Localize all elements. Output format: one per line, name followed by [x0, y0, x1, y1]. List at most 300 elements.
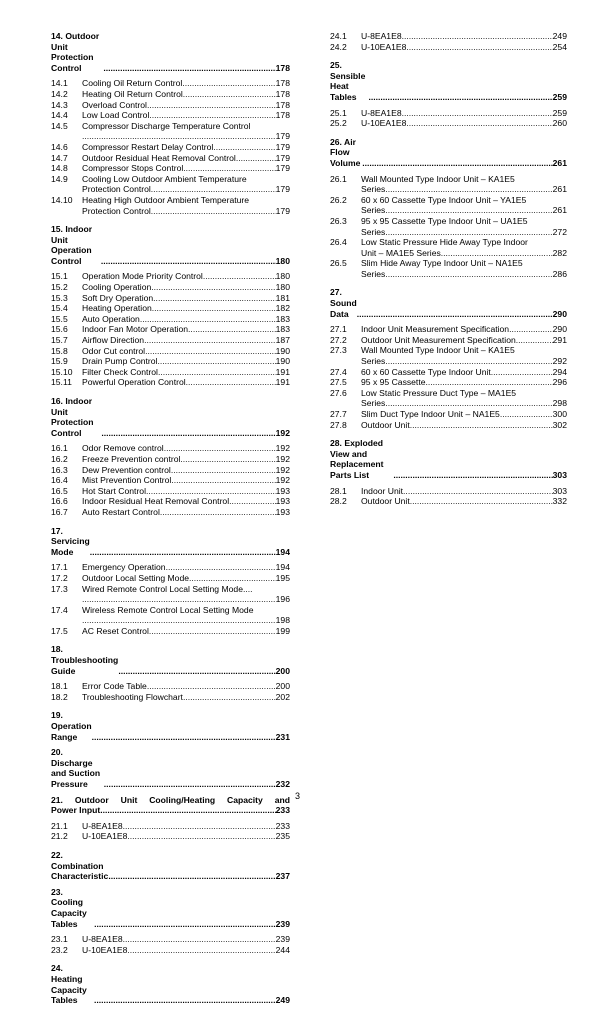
entry-text: Operation Mode Priority Control [82, 271, 203, 282]
entry-line [82, 626, 290, 637]
entry-line [82, 314, 290, 325]
entry-body [361, 258, 567, 279]
entry-text: Emergency Operation [82, 562, 166, 573]
entry-text: Cooling Oil Return Control [82, 78, 183, 89]
section-title: 17. Servicing Mode [51, 525, 90, 557]
dot-leader [146, 486, 276, 497]
dot-leader [183, 89, 276, 100]
entry-text: U-10EA1E8 [82, 831, 128, 842]
entry-body [82, 346, 290, 357]
entry-text: Freeze Prevention control [82, 453, 181, 464]
entry-text: Error Code Table [82, 681, 147, 692]
toc-entry [51, 100, 290, 111]
section-heading [330, 60, 567, 102]
entry-text: Odor Cut control [82, 345, 146, 356]
entry-text: Dew Prevention control [82, 464, 171, 475]
section-page: 178 [275, 62, 290, 73]
entry-text: Indoor Fan Motor Operation [82, 324, 189, 335]
entry-page: 192 [275, 464, 290, 475]
entry-line [82, 153, 290, 164]
dot-leader [171, 475, 275, 486]
entry-line [82, 184, 290, 195]
entry-text: Odor Remove control [82, 443, 164, 454]
entry-page: 233 [275, 820, 290, 831]
entry-number: 17.1 [51, 562, 68, 573]
section-title-row [51, 805, 290, 816]
entry-number: 15.10 [51, 366, 73, 377]
entry-body [82, 486, 290, 497]
entry-text: Indoor Unit [361, 485, 404, 496]
section-page: 237 [275, 871, 290, 882]
entry-line [82, 496, 290, 507]
entry-text: Cooling Operation [82, 282, 152, 293]
toc-entry [51, 174, 290, 195]
entry-text: Troubleshooting Flowchart [82, 691, 183, 702]
entry-page: 179 [275, 205, 290, 216]
toc-column-left [51, 31, 290, 1011]
toc-section [51, 795, 290, 842]
toc-entry [51, 465, 290, 476]
dot-leader [123, 934, 276, 945]
dot-leader [236, 153, 276, 164]
dot-leader [158, 367, 276, 378]
entry-body [82, 78, 290, 89]
entry-body [82, 681, 290, 692]
entry-page: 239 [275, 934, 290, 945]
dot-leader [82, 615, 276, 626]
entry-page: 192 [275, 453, 290, 464]
entry-page: 282 [552, 247, 567, 258]
entry-number: 23.1 [51, 934, 68, 945]
entry-body [361, 377, 567, 388]
entry-number: 27.4 [330, 366, 347, 377]
entry-body [82, 562, 290, 573]
dot-leader [385, 398, 552, 409]
entry-number: 26.5 [330, 258, 347, 269]
entry-text: U-10EA1E8 [361, 118, 407, 129]
entry-page: 303 [552, 485, 567, 496]
dot-leader [180, 454, 275, 465]
entry-body [82, 831, 290, 842]
entry-line [361, 118, 567, 129]
entry-body [82, 584, 290, 605]
entry-page: 260 [552, 118, 567, 129]
entry-page: 195 [275, 572, 290, 583]
section-title: 14. Outdoor Unit Protection Control [51, 31, 100, 73]
dot-leader [100, 805, 275, 816]
entry-number: 17.4 [51, 604, 68, 615]
entry-page: 199 [275, 625, 290, 636]
dot-leader [164, 443, 276, 454]
entry-number: 15.1 [51, 271, 68, 282]
dot-leader [500, 409, 553, 420]
entry-page: 300 [552, 409, 567, 419]
entry-page: 196 [275, 594, 290, 605]
entry-number: 15.5 [51, 313, 68, 324]
entry-number: 27.8 [330, 419, 347, 430]
toc-section [330, 438, 567, 507]
entry-body [361, 108, 567, 119]
entry-number: 27.7 [330, 409, 347, 419]
entry-number: 15.11 [51, 377, 72, 388]
entry-line [82, 142, 290, 153]
entry-text: Wall Mounted Type Indoor Unit – KA1E5 [361, 345, 515, 356]
entry-line [361, 42, 567, 53]
entry-number: 16.3 [51, 464, 68, 475]
entry-text: Overload Control [82, 99, 147, 110]
toc-entry [330, 409, 567, 420]
dot-leader [385, 356, 552, 367]
entry-page: 291 [552, 334, 567, 345]
entry-text: Filter Check Control [82, 366, 158, 377]
section-title: 24. Heating Capacity Tables [51, 963, 87, 1006]
entry-body [82, 454, 290, 465]
toc-section [51, 887, 290, 956]
entry-text: Indoor Unit Measurement Specification [361, 324, 510, 335]
entry-line [82, 293, 290, 304]
entry-number: 27.5 [330, 377, 347, 388]
toc-entry [51, 626, 290, 637]
toc-section [330, 60, 567, 129]
entry-text: U-10EA1E8 [82, 944, 128, 955]
dot-leader [362, 158, 552, 169]
toc-entry [51, 324, 290, 335]
dot-leader [203, 271, 276, 282]
dot-leader [92, 732, 276, 743]
toc-entry [330, 377, 567, 388]
entry-number: 16.2 [51, 453, 68, 464]
entry-number: 16.1 [51, 443, 68, 454]
entry-page: 194 [275, 562, 290, 573]
dot-leader [186, 377, 276, 388]
entry-number: 27.3 [330, 345, 347, 356]
section-heading [51, 396, 290, 438]
toc-entry [330, 367, 567, 378]
entry-text: Series [361, 398, 386, 409]
entry-page: 187 [275, 335, 290, 346]
entry-line [82, 945, 290, 956]
toc-entry [330, 237, 567, 258]
toc-section [51, 31, 290, 216]
toc-entry [51, 377, 290, 388]
section-title-line: 21. Outdoor Unit Cooling/Heating Capacity and [51, 794, 290, 805]
dot-leader [151, 282, 275, 293]
toc-section [51, 644, 290, 702]
dot-leader [516, 335, 553, 346]
entry-body [361, 324, 567, 335]
toc-entry [51, 475, 290, 486]
entry-number: 15.9 [51, 356, 68, 367]
entry-page: 179 [275, 152, 290, 163]
dot-leader [385, 205, 552, 216]
dot-leader [127, 831, 275, 842]
entry-page: 193 [275, 496, 290, 507]
entry-text: Low Load Control [82, 110, 150, 121]
entry-line [82, 486, 290, 497]
section-page: 261 [552, 157, 567, 168]
dot-leader [189, 573, 276, 584]
entry-number: 17.3 [51, 583, 68, 594]
entry-number: 15.6 [51, 324, 68, 335]
dot-leader [171, 465, 276, 476]
entry-body [361, 388, 567, 409]
entry-number: 15.4 [51, 303, 68, 314]
section-heading [51, 850, 290, 882]
toc-entry [330, 388, 567, 409]
entry-number: 25.1 [330, 107, 347, 118]
entry-page: 302 [552, 419, 567, 430]
toc-entry [51, 507, 290, 518]
entry-page: 296 [552, 377, 567, 388]
entry-line [82, 443, 290, 454]
entry-page: 332 [552, 496, 567, 507]
entry-text: Auto Restart Control [82, 506, 160, 517]
dot-leader [118, 666, 275, 677]
entry-body [82, 475, 290, 486]
entry-text: Protection Control [82, 184, 151, 195]
dot-leader [152, 303, 276, 314]
entry-body [361, 335, 567, 346]
entry-text: Heating Oil Return Control [82, 88, 183, 99]
entry-line [82, 465, 290, 476]
entry-text: Soft Dry Operation [82, 292, 154, 303]
entry-line [82, 324, 290, 335]
dot-leader [403, 486, 553, 497]
dot-leader [385, 227, 552, 238]
entry-line [82, 335, 290, 346]
entry-text: Drain Pump Control [82, 356, 158, 367]
entry-number: 26.1 [330, 173, 347, 184]
entry-line [82, 78, 290, 89]
dot-leader [103, 63, 275, 74]
toc-entry [330, 486, 567, 497]
entry-line [361, 31, 567, 42]
section-title: 15. Indoor Unit Operation Control [51, 224, 93, 266]
entry-text: Outdoor Local Setting Mode [82, 572, 190, 583]
toc-entry [51, 314, 290, 325]
entry-line [82, 89, 290, 100]
toc-section [330, 31, 567, 52]
section-heading [51, 224, 290, 266]
entry-body [361, 174, 567, 195]
section-title: 20. Discharge and Suction Pressure [51, 747, 101, 789]
entry-number: 14.9 [51, 173, 68, 184]
entry-page: 181 [275, 292, 290, 303]
section-heading [330, 438, 567, 480]
dot-leader [82, 594, 276, 605]
entry-page: 191 [275, 377, 290, 388]
entry-text: Powerful Operation Control [82, 377, 186, 388]
dot-leader [410, 496, 553, 507]
entry-body [82, 507, 290, 518]
entry-body [82, 271, 290, 282]
dot-leader [140, 314, 276, 325]
entry-line [82, 100, 290, 111]
entry-page: 235 [275, 831, 290, 842]
entry-text: U-8EA1E8 [82, 934, 123, 945]
toc-entry [330, 108, 567, 119]
toc-section [330, 137, 567, 280]
entry-number: 26.2 [330, 194, 347, 205]
toc-entry [51, 367, 290, 378]
entry-text: Series [361, 184, 386, 195]
entry-page: 261 [552, 205, 567, 216]
entry-text: Indoor Residual Heat Removal Control [82, 496, 230, 507]
toc-entry [51, 573, 290, 584]
section-page: 303 [552, 469, 567, 480]
entry-number: 14.2 [51, 88, 68, 99]
entry-text: Series [361, 226, 386, 237]
entry-body [82, 303, 290, 314]
entry-page: 200 [275, 681, 290, 692]
entry-body [361, 216, 567, 237]
entry-page: 272 [552, 226, 567, 237]
entry-line [361, 409, 567, 420]
entry-body [82, 163, 290, 174]
entry-number: 16.7 [51, 506, 68, 517]
dot-leader [90, 547, 276, 558]
section-title: 27. Sound Data [330, 287, 357, 319]
toc-entry [330, 42, 567, 53]
entry-body [361, 237, 567, 258]
entry-body [82, 573, 290, 584]
dot-leader [229, 496, 276, 507]
entry-line [82, 831, 290, 842]
entry-text: AC Reset Control [82, 625, 149, 636]
entry-text: U-8EA1E8 [82, 820, 123, 831]
section-page: 290 [552, 308, 567, 319]
section-heading [51, 526, 290, 558]
section-heading [330, 137, 567, 169]
entry-text: Cooling Low Outdoor Ambient Temperature [82, 173, 247, 184]
dot-leader [101, 428, 275, 439]
entry-page: 298 [552, 398, 567, 409]
toc-section [51, 963, 290, 1005]
entry-line [361, 335, 567, 346]
entry-text: Auto Operation [82, 313, 140, 324]
dot-leader [94, 995, 276, 1006]
entry-body [82, 367, 290, 378]
entry-page: 178 [275, 88, 290, 99]
toc-entry [51, 584, 290, 605]
toc-entry [330, 335, 567, 346]
entry-text: U-8EA1E8 [361, 107, 402, 118]
entry-page: 198 [275, 615, 290, 626]
toc-entry [51, 271, 290, 282]
section-page: 259 [552, 91, 567, 102]
entry-page: 180 [275, 282, 290, 293]
dot-leader [147, 681, 276, 692]
entry-text: Series [361, 268, 386, 279]
dot-leader [402, 31, 553, 42]
entry-number: 25.2 [330, 118, 347, 129]
toc-section [51, 396, 290, 518]
dot-leader [426, 377, 553, 388]
entry-text: Compressor Stops Control [82, 163, 184, 174]
entry-number: 14.3 [51, 99, 68, 110]
entry-number: 27.1 [330, 324, 347, 335]
dot-leader [82, 131, 276, 142]
toc-entry [330, 420, 567, 431]
entry-line [361, 496, 567, 507]
toc-entry [51, 831, 290, 842]
toc-entry [51, 562, 290, 573]
entry-number: 27.6 [330, 387, 347, 398]
toc-entry [51, 303, 290, 314]
entry-page: 179 [275, 141, 290, 152]
entry-body [82, 443, 290, 454]
entry-line [82, 573, 290, 584]
entry-page: 202 [275, 691, 290, 702]
entry-number: 24.2 [330, 41, 347, 52]
entry-text: Low Static Pressure Hide Away Type Indoor [361, 237, 528, 248]
toc-entry [51, 121, 290, 142]
section-heading [330, 287, 567, 319]
entry-line [82, 934, 290, 945]
dot-leader [509, 324, 553, 335]
entry-body [82, 89, 290, 100]
entry-body [82, 324, 290, 335]
entry-line [82, 271, 290, 282]
entry-text: Wall Mounted Type Indoor Unit – KA1E5 [361, 173, 515, 184]
entry-text: Compressor Discharge Temperature Control [82, 120, 251, 131]
entry-number: 15.7 [51, 335, 68, 346]
entry-text: U-8EA1E8 [361, 31, 402, 41]
section-heading [51, 887, 290, 929]
entry-page: 179 [275, 131, 290, 142]
entry-text: Series [361, 356, 386, 367]
toc-entry [330, 258, 567, 279]
entry-line [361, 108, 567, 119]
entry-number: 15.8 [51, 345, 68, 356]
section-heading [51, 31, 290, 73]
entry-line [82, 692, 290, 703]
toc-section [51, 224, 290, 388]
toc-entry [51, 934, 290, 945]
entry-page: 178 [275, 78, 290, 89]
entry-body [82, 110, 290, 121]
entry-page: 244 [275, 944, 290, 955]
toc-entry [51, 153, 290, 164]
entry-body [361, 486, 567, 497]
entry-number: 18.1 [51, 681, 68, 692]
dot-leader [108, 871, 275, 882]
entry-page: 178 [275, 110, 290, 121]
toc-entry [51, 454, 290, 465]
entry-line [82, 346, 290, 357]
toc-entry [330, 174, 567, 195]
dot-leader [491, 367, 553, 378]
entry-body [82, 335, 290, 346]
entry-line [361, 205, 567, 216]
dot-leader [157, 356, 275, 367]
toc-entry [51, 293, 290, 304]
dot-leader [402, 108, 553, 119]
entry-text: Outdoor Unit Measurement Specification [361, 334, 516, 345]
entry-page: 178 [275, 99, 290, 110]
dot-leader [183, 163, 275, 174]
entry-number: 27.2 [330, 334, 347, 345]
entry-text: Heating High Outdoor Ambient Temperature [82, 194, 250, 205]
entry-text: Series [361, 205, 386, 216]
entry-page: 190 [275, 345, 290, 356]
entry-text: Wireless Remote Control Local Setting Mode [82, 604, 254, 615]
entry-page: 254 [552, 41, 567, 52]
entry-line [361, 356, 567, 367]
entry-page: 261 [552, 184, 567, 195]
section-page: 249 [275, 995, 290, 1006]
dot-leader [188, 324, 276, 335]
